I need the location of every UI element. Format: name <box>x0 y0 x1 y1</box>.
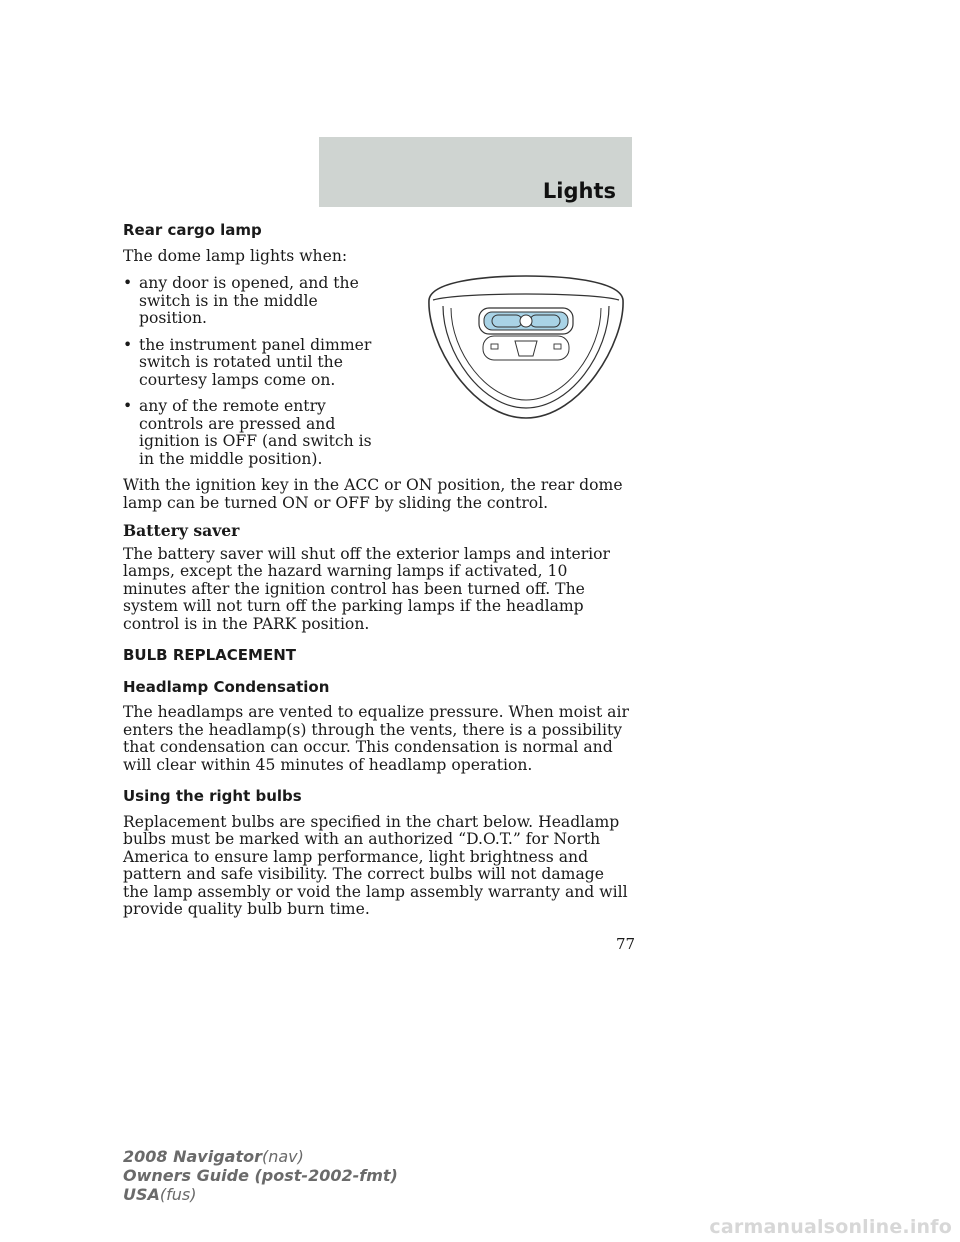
document-footer <box>123 1147 398 1204</box>
watermark: carmanualsonline.info <box>709 1216 952 1238</box>
rear-cargo-intro: The dome lamp lights when: <box>123 246 348 265</box>
footer-guide: Owners Guide (post-2002-fmt) <box>123 1166 398 1185</box>
battery-saver-body: The battery saver will shut off the exterior lamps and interior lamps, except the hazard warning lamps if activated, 10 minutes after the ignition control has been turned off. The system will not turn off the parking lamps if the headlamp control is in the PARK position. <box>123 544 610 633</box>
rear-cargo-closing: With the ignition key in the ACC or ON position, the rear dome lamp can be turned ON or OFF by sliding the control. <box>123 476 623 512</box>
heading-using-right-bulbs: Using the right bulbs <box>123 787 302 805</box>
section-header-band <box>319 137 632 207</box>
bullet-icon: • <box>123 335 133 354</box>
right-bulbs-body: Replacement bulbs are specified in the chart below. Headlamp bulbs must be marked with an authorized “D.O.T.” for North America to ensure lamp performance, light brightness and pattern and safe visibility. The correct bulbs will not damage the lamp assembly or void the lamp assembly warranty and will provide quality bulb burn time. <box>123 812 628 918</box>
list-item: • any door is opened, and the switch is in the middle position. <box>123 274 359 327</box>
footer-model: 2008 Navigator <box>123 1147 262 1166</box>
heading-rear-cargo-lamp: Rear cargo lamp <box>123 221 262 239</box>
section-title: Lights <box>542 179 616 203</box>
dome-lamp-conditions-list <box>123 275 385 468</box>
list-item: • any of the remote entry controls are pressed and ignition is OFF (and switch is in the middle position). <box>123 397 372 468</box>
dome-lamp-illustration <box>421 272 631 422</box>
heading-headlamp-condensation: Headlamp Condensation <box>123 677 330 696</box>
page-number: 77 <box>616 935 636 953</box>
condensation-body: The headlamps are vented to equalize pressure. When moist air enters the headlamp(s) through the vents, there is a possibility that condensation can occur. This condensation is normal and will clear within 45 minutes of headlamp operation. <box>123 703 629 774</box>
list-item: • the instrument panel dimmer switch is rotated until the courtesy lamps come on. <box>123 335 372 389</box>
footer-market-code: (fus) <box>159 1185 197 1204</box>
heading-battery-saver: Battery saver <box>123 521 240 540</box>
footer-model-code: (nav) <box>261 1147 304 1166</box>
bullet-icon: • <box>123 397 133 415</box>
bullet-icon: • <box>123 274 133 292</box>
footer-market: USA <box>123 1185 160 1204</box>
heading-bulb-replacement: BULB REPLACEMENT <box>123 646 296 664</box>
